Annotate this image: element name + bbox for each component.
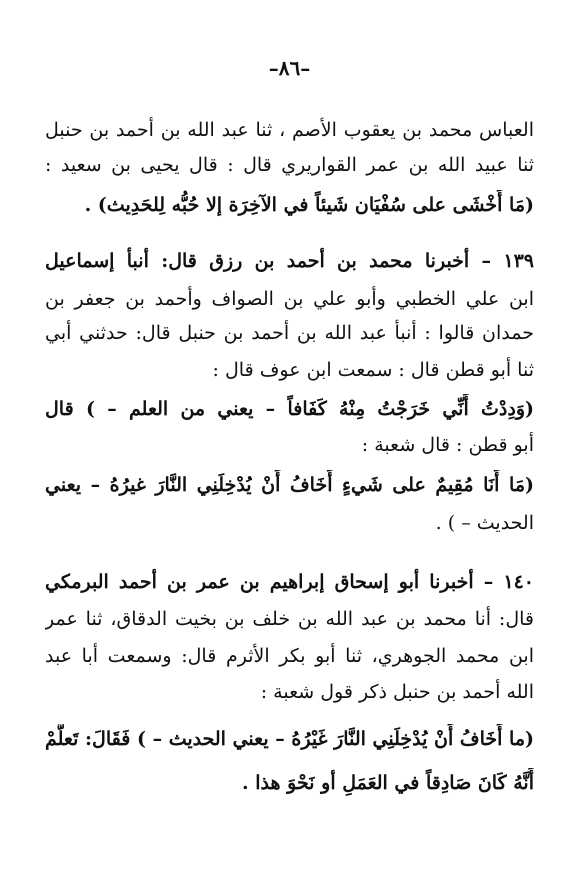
quote-line: (مَا أَنَا مُقِيمٌ على شَيءٍ أَخَافُ أَنْ يُدْخِلَنِي النَّارَ غيرُهُ – يعني bbox=[45, 474, 534, 496]
text-line: أبو قطن : قال شعبة : bbox=[361, 434, 534, 456]
text-line: قال: أنا محمد بن عبد الله بن خلف بن بخيت الدقاق، ثنا عمر bbox=[45, 608, 534, 630]
text-line: ابن علي الخطبي وأبو علي بن الصواف وأحمد بن جعفر بن bbox=[45, 288, 534, 310]
page-number: –٨٦– bbox=[268, 56, 311, 80]
text-line: ثنا عبيد الله بن عمر القواريري قال : قال يحيى بن سعيد : bbox=[45, 154, 534, 176]
text-line: حمدان قالوا : أنبأ عبد الله بن أحمد بن حنبل قال: حدثني أبي bbox=[45, 322, 534, 344]
quote-line: (وَدِدْتُ أَنِّي خَرَجْتُ مِنْهُ كَفَافاً – يعني من العلم – ) قال bbox=[45, 398, 534, 420]
text-line: الحديث – ) . bbox=[435, 512, 534, 534]
text-line: الله أحمد بن حنبل ذكر قول شعبة : bbox=[260, 681, 534, 703]
quote-line: (ما أَخَافُ أَنْ يُدْخِلَنِي النَّارَ غَيْرُهُ – يعني الحديث – ) فَقَالَ: تَعلَّمْ bbox=[45, 728, 534, 750]
text-line: ١٤٠ – أخبرنا أبو إسحاق إبراهيم بن عمر بن أحمد البرمكي bbox=[45, 571, 534, 593]
text-line: العباس محمد بن يعقوب الأصم ، ثنا عبد الله بن أحمد بن حنبل bbox=[45, 119, 534, 141]
text-line: ١٣٩ – أخبرنا محمد بن أحمد بن رزق قال: أنبأ إسماعيل bbox=[45, 250, 534, 272]
text-line: ابن محمد الجوهري، ثنا أبو بكر الأثرم قال: وسمعت أبا عبد bbox=[45, 645, 534, 667]
quote-line: أَنَّهُ كَانَ صَادِقاً في العَمَلِ أو نَحْوَ هذا . bbox=[242, 772, 534, 794]
text-line: ثنا أبو قطن قال : سمعت ابن عوف قال : bbox=[212, 359, 534, 381]
quote-line: (مَا أَخْشَى على سُفْيَان شَيئاً في الآخِرَة إلا حُبُّه لِلحَدِيث) . bbox=[84, 194, 534, 216]
